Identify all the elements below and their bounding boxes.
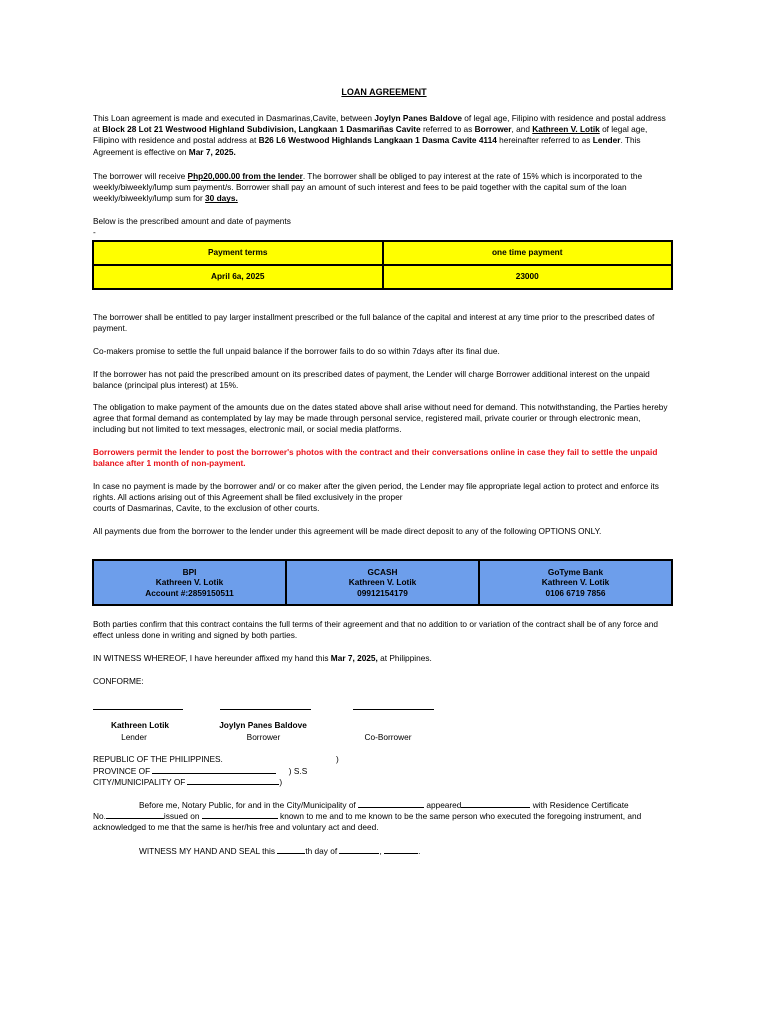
residence-paragraph (93, 810, 673, 833)
seal-line (139, 845, 420, 857)
borrower-address: Block 28 Lot 21 Westwood Highland Subdivision, Langkaan 1 Dasmariñas Cavite (102, 124, 421, 135)
comakers-paragraph: Co-makers promise to settle the full unpaid balance if the borrower fails to do so within 7days after its final due. (93, 346, 500, 356)
account-holder: Kathreen V. Lotik (348, 577, 417, 588)
borrower-role: Borrower (474, 124, 512, 135)
account-number: 09912154179 (357, 587, 408, 598)
lender-role-label: Lender (121, 732, 147, 742)
intro-text: of legal age, Filipino with residence and postal address at (93, 113, 666, 135)
lender-address: B26 L6 Westwood Highlands Langkaan 1 Dasma Cavite 4114 (258, 135, 497, 146)
payment-terms-header: Payment terms (93, 241, 383, 265)
republic-label: REPUBLIC OF THE PHILIPPINES. (93, 754, 223, 764)
confirm-paragraph: Both parties confirm that this contract contains the full terms of their agreement and that no addition to or variation of the contract shall be of any force and effect unless done in writing and signed by both parties. (93, 619, 658, 641)
month-blank (339, 845, 379, 854)
intro-text: of legal age, Filipino with residence and postal address at (93, 124, 648, 146)
witness-text: IN WITNESS WHEREOF, I have hereunder affixed my hand this (93, 653, 331, 663)
lender-signature-name: Kathreen Lotik (110, 720, 170, 730)
before-text: Before me, Notary Public, for and in the City/Municipality of (139, 800, 359, 810)
account-number: 0106 6719 7856 (545, 587, 606, 598)
table-row (93, 560, 672, 605)
city-tail: ) (279, 777, 283, 787)
loan-amount: Php20,000.00 from the lender (187, 171, 303, 181)
account-holder: Kathreen V. Lotik (155, 577, 224, 588)
receive-text: The borrower will receive (93, 171, 188, 181)
interest-paragraph: If the borrower has not paid the prescribed amount on its prescribed dates of payment, the Lender will charge Borrower additional interest on the unpaid balance (principal plus interest) at 15%. (93, 369, 650, 391)
witness-text: at Philippines. (377, 653, 432, 663)
payment-type-header: one time payment (383, 241, 673, 265)
known-text: known to me and to me known to be the same person who executed the foregoing instrument, and acknowledged to me that the same is her/his free and voluntary act and deed. (93, 811, 642, 833)
payments-paragraph: All payments due from the borrower to the lender under this agreement will be made direct deposit to any of the following OPTIONS ONLY. (93, 526, 602, 536)
seal-text: th day of (305, 846, 340, 856)
city-municipality-blank (358, 799, 424, 808)
intro-text: , and (511, 124, 533, 135)
effective-date: Mar 7, 2025. (188, 146, 236, 157)
intro-text: . This Agreement is effective on (93, 135, 641, 157)
issued-date-blank (202, 810, 278, 819)
warning-paragraph: Borrowers permit the lender to post the borrower's photos with the contract and their conversations online in case they fail to settle the unpaid balance after 1 month of non-payment. (93, 447, 658, 469)
payment-amount: 23000 (383, 265, 673, 289)
bank-option-gotyme (479, 560, 672, 605)
issued-text: issued on (163, 811, 202, 821)
obligation-paragraph: The obligation to make payment of the amounts due on the dates stated above shall arise without need for demand. This notwithstanding, the Parties hereby agree that formal demand as contemplated by lay may be made through personal service, registered mail, private courier or through electronic mean, including but not limited to text messages, electronic mail, or social media platforms. (93, 402, 668, 435)
coborrower-role-label: Co-Borrower (364, 732, 412, 742)
city-blank (187, 776, 279, 785)
payment-date: April 6a, 2025 (93, 265, 383, 289)
bank-name: GCASH (367, 566, 398, 577)
loan-term: 30 days. (205, 193, 238, 204)
certificate-number-blank (106, 810, 164, 819)
legal-text: In case no payment is made by the borrower and/ or co maker after the given period, the Lender may file appropriate legal action to protect and enforce its rights. All actions arising out of this Agreement shall be filed exclusively in the proper (93, 481, 659, 503)
witness-paragraph (93, 653, 673, 664)
borrower-role-label: Borrower (246, 732, 281, 742)
appeared-blank (461, 799, 530, 808)
province-label: PROVINCE OF (93, 766, 151, 776)
borrower-signature-line (220, 709, 311, 710)
intro-text: This Loan agreement is made and executed in Dasmarinas,Cavite, between (93, 113, 375, 123)
province-tail: ) S.S (288, 766, 308, 776)
bank-options-table (92, 559, 673, 606)
table-row (93, 265, 672, 289)
receive-text: . The borrower shall be obliged to pay interest at the rate of 15% which is incorporated to the weekly/biweekly/lump sum payment/s. Borrower shall pay an amount of such interest and fees to be paid together with the capital sum of the loan weekly/biweekly/lump sum for (93, 171, 643, 204)
document-title: LOAN AGREEMENT (341, 87, 427, 97)
conforme-label: CONFORME: (93, 676, 144, 686)
legal-text: courts of Dasmarinas, Cavite, to the exclusion of other courts. (93, 503, 320, 514)
year-blank (384, 845, 421, 856)
bank-option-bpi (93, 560, 286, 605)
payment-table (92, 240, 673, 290)
borrower-signature-name: Joylyn Panes Baldove (219, 720, 307, 730)
seal-text: , (379, 846, 385, 856)
lender-name: Kathreen V. Lotik (532, 124, 600, 135)
republic-paren: ) (336, 754, 339, 764)
account-holder: Kathreen V. Lotik (541, 577, 610, 588)
bank-option-gcash (286, 560, 479, 605)
day-blank (277, 845, 305, 854)
city-label: CITY/MUNICIPALITY OF (93, 777, 186, 787)
legal-paragraph (93, 481, 673, 515)
lender-signature-line (93, 709, 183, 710)
account-number: Account #:2859150511 (145, 587, 234, 598)
borrower-name: Joylyn Panes Baldove (374, 113, 462, 123)
intro-text: hereinafter referred to as (496, 135, 593, 146)
bank-name: BPI (182, 566, 197, 577)
lender-role: Lender (592, 135, 621, 146)
seal-text: WITNESS MY HAND AND SEAL this (139, 846, 278, 856)
table-row (93, 241, 672, 265)
larger-payment-paragraph: The borrower shall be entitled to pay larger installment prescribed or the full balance of the capital and interest at any time prior to the prescribed dates of payment. (93, 312, 655, 334)
receive-paragraph (93, 171, 673, 205)
witness-date: Mar 7, 2025, (330, 653, 378, 663)
before-text: appeared (424, 800, 462, 810)
intro-text: referred to as (420, 124, 475, 135)
before-text: with Residence Certificate (530, 800, 629, 810)
province-blank (152, 765, 276, 774)
schedule-intro: Below is the prescribed amount and date of payments (93, 216, 291, 226)
coborrower-signature-line (353, 709, 434, 710)
seal-text: . (418, 846, 421, 856)
city-line (93, 776, 282, 788)
no-label: No. (93, 811, 106, 821)
intro-paragraph (93, 113, 673, 158)
bank-name: GoTyme Bank (547, 566, 604, 577)
schedule-dash: - (93, 227, 96, 237)
